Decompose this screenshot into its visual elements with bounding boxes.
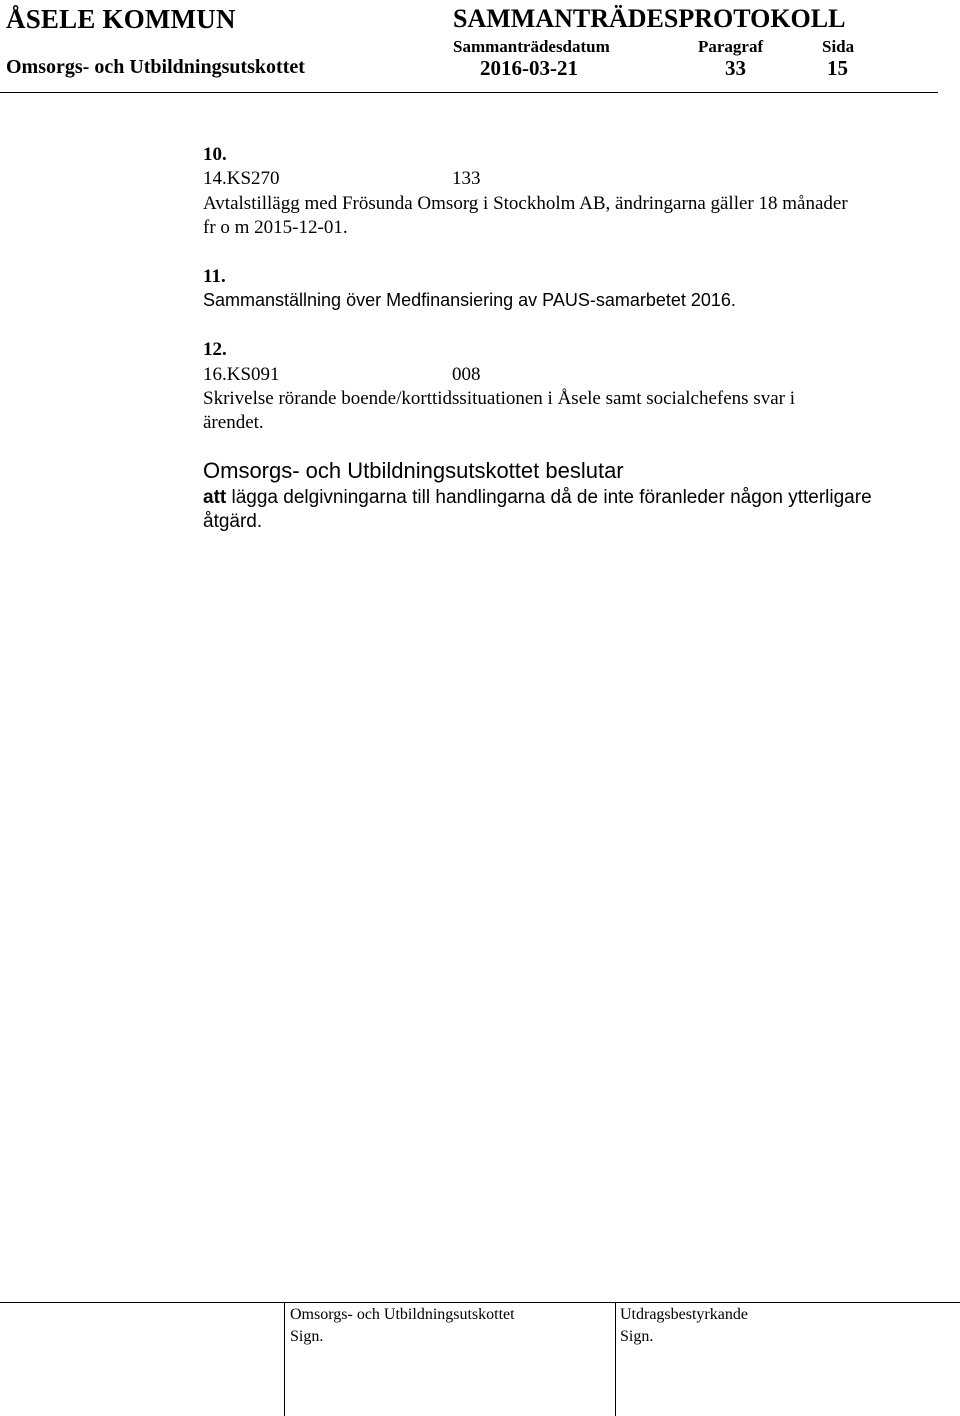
header-divider — [0, 92, 938, 93]
document-type: SAMMANTRÄDESPROTOKOLL — [453, 4, 846, 33]
item-reference: 14.KS270 — [203, 168, 280, 189]
org-name: ÅSELE KOMMUN — [6, 4, 236, 34]
decision-att: att — [203, 487, 227, 508]
footer-committee-sign: Sign. — [290, 1328, 324, 1345]
footer-certification-sign: Sign. — [620, 1328, 654, 1345]
paragraph-value: 33 — [725, 56, 746, 80]
footer-certification-label: Utdragsbestyrkande — [620, 1306, 748, 1323]
item-number: 10. — [203, 144, 227, 165]
item-reference-number: 133 — [452, 168, 481, 189]
item-reference-number: 008 — [452, 364, 481, 385]
item-text: fr o m 2015-12-01. — [203, 217, 348, 238]
footer-divider — [0, 1302, 960, 1303]
committee-name: Omsorgs- och Utbildningsutskottet — [6, 56, 305, 78]
item-number: 11. — [203, 266, 226, 287]
item-text: Skrivelse rörande boende/korttidssituationen i Åsele samt socialchefens svar i — [203, 388, 796, 409]
decision-text-line2: åtgärd. — [203, 511, 263, 532]
page-value: 15 — [827, 56, 848, 80]
item-text: Avtalstillägg med Frösunda Omsorg i Stockholm AB, ändringarna gäller 18 månader — [203, 193, 848, 214]
item-text: Sammanställning över Medfinansiering av PAUS-samarbetet 2016. — [203, 290, 736, 310]
item-number: 12. — [203, 339, 227, 360]
decision-text — [203, 487, 872, 509]
paragraph-label: Paragraf — [698, 37, 764, 56]
item-text: ärendet. — [203, 412, 264, 433]
footer-column-divider — [615, 1302, 616, 1416]
date-label: Sammanträdesdatum — [453, 37, 610, 56]
decision-heading: Omsorgs- och Utbildningsutskottet beslutar — [203, 458, 624, 483]
decision-text-line1: lägga delgivningarna till handlingarna då de inte föranleder någon ytterligare — [226, 487, 872, 508]
footer-column-divider — [284, 1302, 285, 1416]
date-value: 2016-03-21 — [480, 56, 578, 80]
item-reference: 16.KS091 — [203, 364, 280, 385]
page-label: Sida — [822, 37, 855, 56]
footer-committee-label: Omsorgs- och Utbildningsutskottet — [290, 1306, 515, 1323]
